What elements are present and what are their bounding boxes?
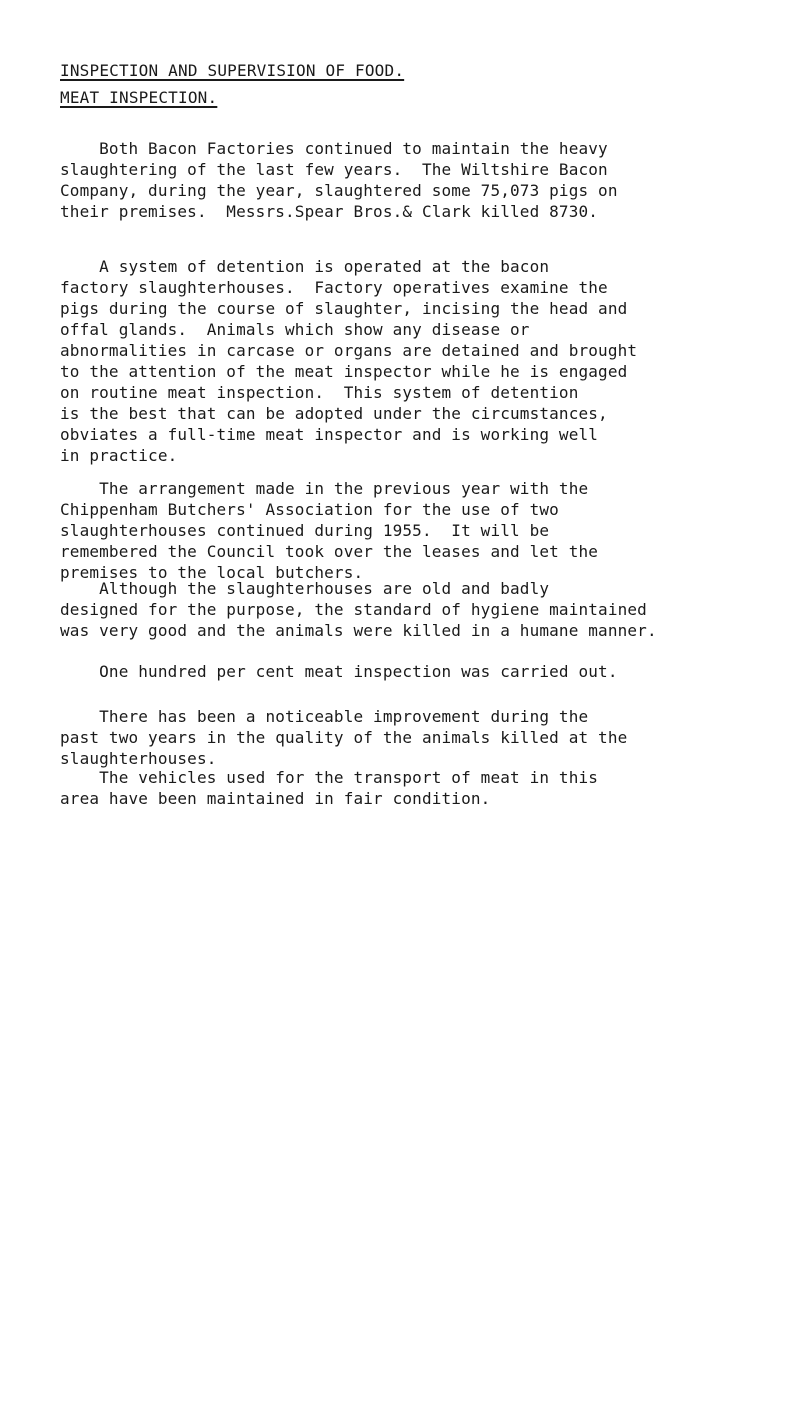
paragraph-quality-improvement: There has been a noticeable improvement during the past two years in the quality of the animals killed at the slaughterhouses. (60, 707, 628, 768)
paragraph-hygiene: Although the slaughterhouses are old and badly designed for the purpose, the standard of hygiene maintained was very good and the animals were killed in a humane manner. (60, 579, 657, 640)
paragraph-detention-system: A system of detention is operated at the bacon factory slaughterhouses. Factory operatives examine the pigs during the course of slaughter, incising the head and offal glands. Animals which show any disease or abnormalities in carcase or organs are detained and brought to the attention of the meat inspector while he is engaged on routine meat inspection. This system of detention is the best that can be adopted under the circumstances, obviates a full-time meat inspector and is working well in practice. (60, 257, 638, 465)
paragraph-bacon-factories: Both Bacon Factories continued to maintain the heavy slaughtering of the last few years. The Wiltshire Bacon Company, during the year, slaughtered some 75,073 pigs on their premises. Messrs.Spear Bros.& Clark killed 8730. (60, 139, 618, 221)
paragraph-vehicles: The vehicles used for the transport of meat in this area have been maintained in fair condition. (60, 768, 599, 808)
paragraph-inspection-coverage: One hundred per cent meat inspection was carried out. (60, 662, 618, 681)
paragraph-butchers-association: The arrangement made in the previous year with the Chippenham Butchers' Association for the use of two slaughterhouses continued during 1955. It will be remembered the Council took over the leases and let the premises to the local butchers. (60, 479, 599, 582)
page-title: INSPECTION AND SUPERVISION OF FOOD. (60, 61, 405, 80)
section-heading: MEAT INSPECTION. (60, 88, 218, 107)
